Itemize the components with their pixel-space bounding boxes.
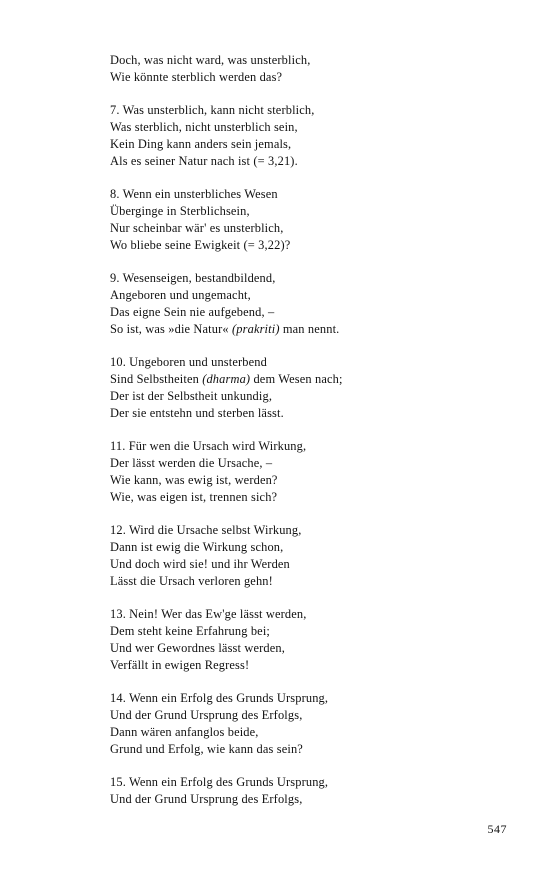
verse-line: Dem steht keine Erfahrung bei; bbox=[110, 624, 271, 639]
verse-line: Wie kann, was ewig ist, werden? bbox=[110, 472, 278, 487]
verse-line: Das eigne Sein nie aufgebend, – bbox=[110, 304, 275, 319]
verse-line: Als es seiner Natur nach ist (= 3,21). bbox=[110, 153, 298, 168]
verse-line: Nur scheinbar wär' es unsterblich, bbox=[110, 220, 284, 235]
verse-line: 7. Was unsterblich, kann nicht sterblich, bbox=[110, 103, 315, 118]
verse-line: Angeboren und ungemacht, bbox=[110, 288, 251, 303]
verse-stanza bbox=[110, 438, 530, 505]
verse-line: Lässt die Ursach verloren gehn! bbox=[110, 573, 273, 588]
verse-line: 12. Wird die Ursache selbst Wirkung, bbox=[110, 523, 302, 538]
verse-line: So ist, was »die Natur« (prakriti) man nennt. bbox=[110, 321, 340, 336]
verse-line: 15. Wenn ein Erfolg des Grunds Ursprung, bbox=[110, 775, 329, 790]
verse-line: 14. Wenn ein Erfolg des Grunds Ursprung, bbox=[110, 691, 329, 706]
verse-stanza bbox=[110, 52, 530, 86]
verse-line: Überginge in Sterblichsein, bbox=[110, 204, 250, 219]
verse-line: Und der Grund Ursprung des Erfolgs, bbox=[110, 708, 303, 723]
verse-line: Was sterblich, nicht unsterblich sein, bbox=[110, 120, 298, 135]
verse-stanza bbox=[110, 186, 530, 253]
verse-stanza bbox=[110, 102, 530, 169]
verse-stanza bbox=[110, 522, 530, 589]
verse-line: Kein Ding kann anders sein jemals, bbox=[110, 136, 292, 151]
verse-line: 10. Ungeboren und unsterbend bbox=[110, 355, 267, 370]
verse-line: Wie, was eigen ist, trennen sich? bbox=[110, 489, 278, 504]
verse-stanza bbox=[110, 354, 530, 421]
verse-line: Verfällt in ewigen Regress! bbox=[110, 657, 250, 672]
verse-line: Doch, was nicht ward, was unsterblich, bbox=[110, 53, 311, 67]
verse-line: Und wer Gewordnes lässt werden, bbox=[110, 640, 285, 655]
verse-text bbox=[110, 52, 530, 825]
verse-line: Grund und Erfolg, wie kann das sein? bbox=[110, 741, 303, 756]
verse-line: Der ist der Selbstheit unkundig, bbox=[110, 388, 273, 403]
verse-line: Wo bliebe seine Ewigkeit (= 3,22)? bbox=[110, 237, 291, 252]
verse-line: 8. Wenn ein unsterbliches Wesen bbox=[110, 187, 278, 202]
verse-line: 9. Wesenseigen, bestandbildend, bbox=[110, 271, 276, 286]
verse-line: Der sie entstehn und sterben lässt. bbox=[110, 405, 284, 420]
verse-line: Der lässt werden die Ursache, – bbox=[110, 456, 273, 471]
verse-stanza bbox=[110, 690, 530, 757]
verse-stanza bbox=[110, 774, 530, 808]
verse-line: Dann ist ewig die Wirkung schon, bbox=[110, 540, 284, 555]
verse-line: 13. Nein! Wer das Ew'ge lässt werden, bbox=[110, 607, 307, 622]
verse-line: Sind Selbstheiten (dharma) dem Wesen nach; bbox=[110, 372, 343, 387]
verse-stanza bbox=[110, 606, 530, 673]
verse-line: Wie könnte sterblich werden das? bbox=[110, 69, 283, 84]
verse-line: Und der Grund Ursprung des Erfolgs, bbox=[110, 792, 303, 807]
verse-line: Dann wären anfanglos beide, bbox=[110, 724, 259, 739]
verse-line: 11. Für wen die Ursach wird Wirkung, bbox=[110, 439, 307, 454]
page-number: 547 bbox=[487, 822, 507, 836]
verse-line: Und doch wird sie! und ihr Werden bbox=[110, 556, 290, 571]
verse-stanza bbox=[110, 270, 530, 337]
